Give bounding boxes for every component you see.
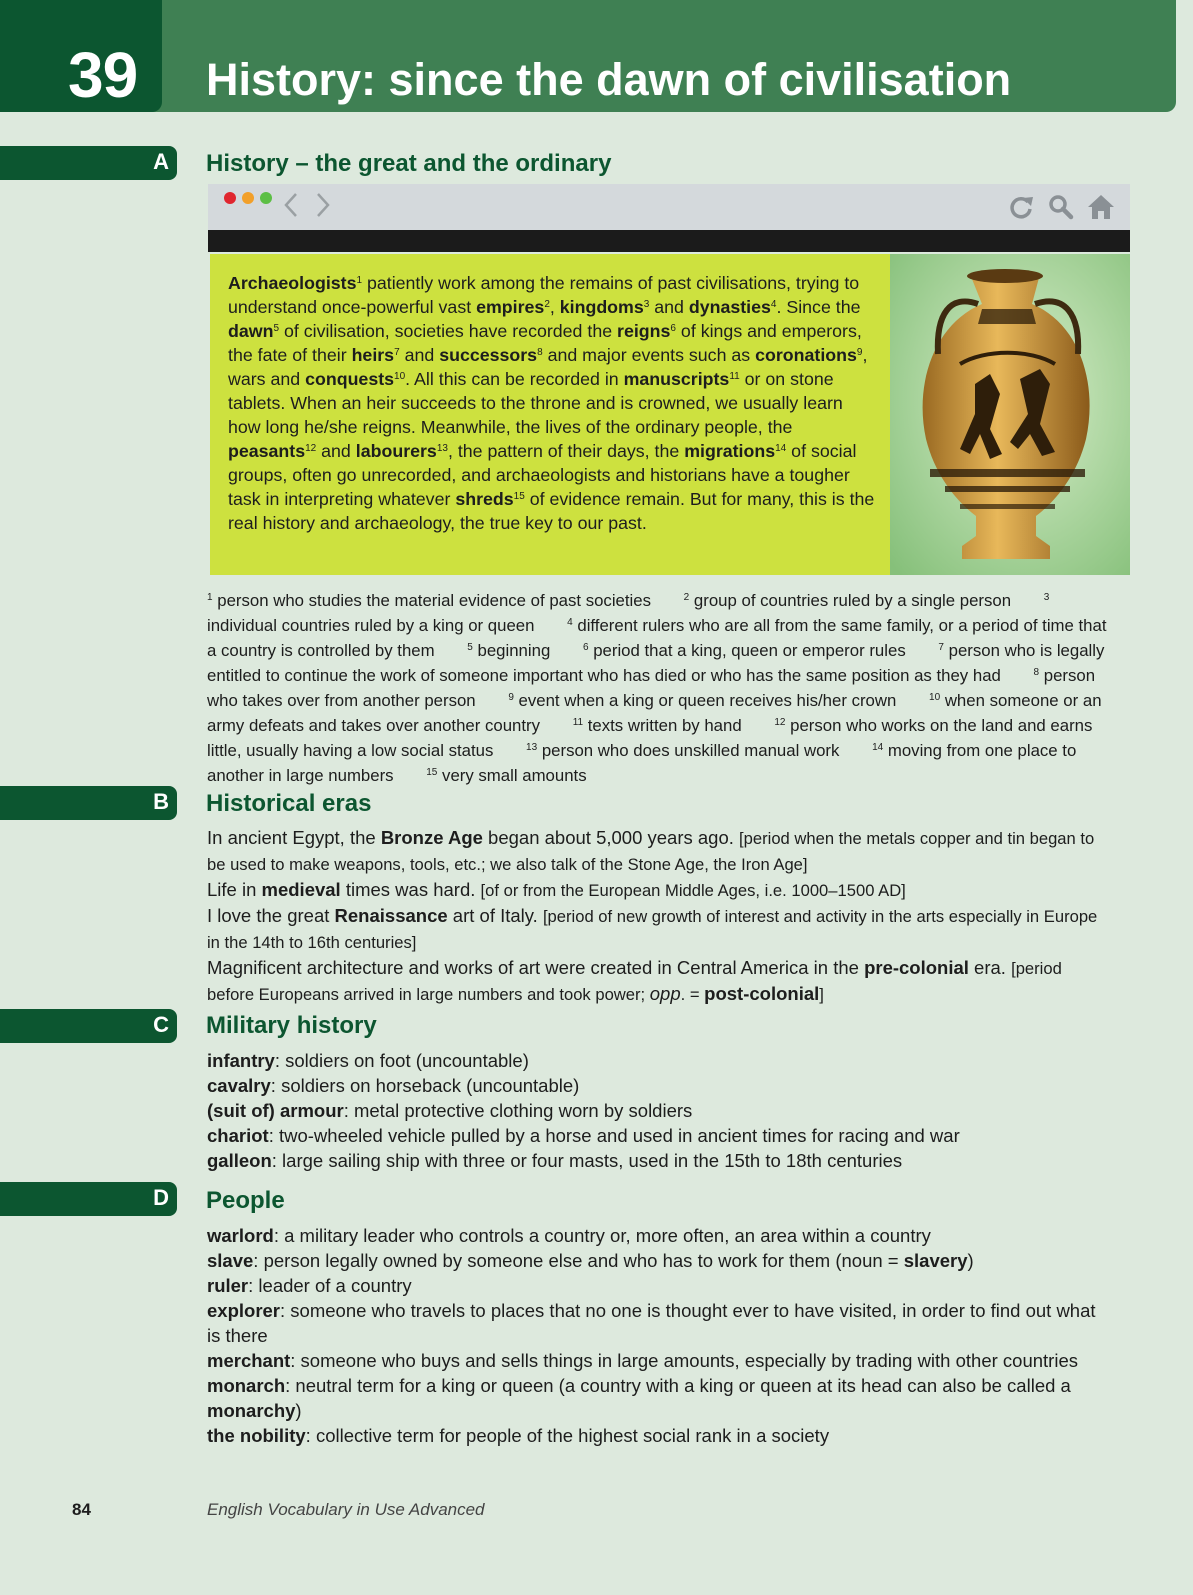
vocab-term: the nobility: [207, 1425, 306, 1446]
section-tab-d: [0, 1182, 177, 1216]
section-heading-d: People: [206, 1187, 285, 1214]
glossary-item: [426, 766, 586, 785]
vocab-term: successors: [439, 345, 538, 365]
vocab-term: medieval: [261, 879, 341, 900]
glossary-number: 9: [508, 692, 514, 703]
unit-number: 39: [68, 39, 138, 111]
vocab-term: kingdoms: [559, 297, 644, 317]
back-chevron-icon[interactable]: [280, 190, 302, 220]
glossary-definition: moving from one place to another in large numbers: [207, 741, 1077, 785]
vocab-term: explorer: [207, 1300, 281, 1321]
vocab-term: dawn: [228, 321, 274, 341]
glossary-number: 13: [526, 742, 538, 753]
text-run: of social groups, often go unrecorded, and archaeologists and historians have a tougher task in interpreting whatever: [228, 441, 857, 509]
glossary-definition: different rulers who are all from the same family, or a period of time that a country is controlled by them: [207, 616, 1107, 660]
vocab-term: ruler: [207, 1275, 249, 1296]
glossary-definition: when someone or an army defeats and takes over another country: [207, 691, 1102, 735]
glossary-number: 6: [582, 642, 589, 653]
vocab-term: migrations: [684, 441, 776, 461]
definition-note: [of or from the European Middle Ages, i.e. 1000–1500 AD]: [480, 881, 906, 900]
text-run: Life in: [207, 879, 262, 900]
vocab-term: chariot: [207, 1125, 269, 1146]
entry-line: [207, 1248, 1107, 1273]
vocab-term: cavalry: [207, 1075, 271, 1096]
entry-line: [207, 1423, 1107, 1448]
glossary-number: 15: [426, 767, 438, 778]
text-run: : large sailing ship with three or four masts, used in the 15th to 18th centuries: [271, 1150, 903, 1171]
vocab-term: post-colonial: [704, 983, 820, 1004]
vocab-term: peasants: [228, 441, 306, 461]
glossary-definition: person who does unskilled manual work: [541, 741, 840, 760]
definition-note: . =: [680, 985, 705, 1004]
search-icon[interactable]: [1046, 192, 1076, 222]
section-heading-c: Military history: [206, 1012, 377, 1039]
entry-line: [207, 1123, 1107, 1148]
text-run: and: [316, 441, 356, 461]
vocab-term: conquests: [305, 369, 395, 389]
page-number: 84: [72, 1500, 91, 1519]
glossary-definition: beginning: [477, 641, 551, 660]
vocab-term: manuscripts: [623, 369, 730, 389]
vocab-term: reigns: [617, 321, 671, 341]
text-run: began about 5,000 years ago.: [482, 827, 740, 848]
home-icon[interactable]: [1086, 192, 1116, 222]
passage-panel: [210, 254, 890, 575]
definition-note: [period of new growth of interest and activity in the arts especially in Europe in the 14th to 16th centuries]: [207, 907, 1098, 952]
glossary-number: 8: [1033, 667, 1040, 678]
text-run: times was hard.: [340, 879, 481, 900]
entry-line: [207, 1373, 1107, 1423]
entry-line: [207, 1348, 1107, 1373]
glossary-definition: person who takes over from another person: [207, 666, 1096, 710]
text-run: : metal protective clothing worn by soldiers: [343, 1100, 693, 1121]
glossary-number: 7: [938, 642, 944, 653]
glossary: [207, 588, 1107, 788]
people-list: [207, 1223, 1107, 1448]
vocab-term: (suit of) armour: [207, 1100, 344, 1121]
footnote-marker: 9: [856, 347, 863, 358]
glossary-item: [207, 591, 651, 610]
glossary-number: 2: [683, 592, 690, 603]
maximize-dot-icon[interactable]: [260, 192, 272, 204]
text-run: . All this can be recorded in: [405, 369, 624, 389]
text-run: of civilisation, societies have recorded the: [279, 321, 618, 341]
glossary-item: [526, 741, 839, 760]
definition-note: [period before Europeans arrived in large numbers and took power;: [207, 959, 1062, 1004]
text-run: . Since the: [776, 297, 861, 317]
text-run: : two-wheeled vehicle pulled by a horse and used in ancient times for racing and war: [268, 1125, 960, 1146]
glossary-number: 12: [774, 717, 786, 728]
vocab-term: slave: [207, 1250, 254, 1271]
footnote-marker: 7: [394, 347, 400, 358]
browser-address-bar: [208, 230, 1130, 252]
text-run: : leader of a country: [248, 1275, 412, 1296]
vocab-term: merchant: [207, 1350, 291, 1371]
entry-line: [207, 1298, 1107, 1348]
text-run: Magnificent architecture and works of art were created in Central America in the: [207, 957, 865, 978]
section-letter: B: [153, 789, 169, 814]
entry-line: [207, 825, 1107, 877]
footnote-marker: 12: [305, 443, 317, 454]
text-run: , the pattern of their days, the: [447, 441, 685, 461]
text-run: of kings and emperors, the fate of their: [228, 321, 862, 365]
glossary-item: [508, 691, 896, 710]
italic-abbreviation: opp: [649, 983, 681, 1004]
footnote-marker: 11: [729, 371, 740, 382]
text-run: of evidence remain. But for many, this is the real history and archaeology, the true key to our past.: [228, 489, 875, 533]
historical-eras-list: [207, 825, 1107, 1007]
entry-line: [207, 1098, 1107, 1123]
text-run: : someone who buys and sells things in large amounts, especially by trading with other countries: [290, 1350, 1078, 1371]
entry-line: [207, 1223, 1107, 1248]
vocab-term: labourers: [355, 441, 437, 461]
text-run: : collective term for people of the highest social rank in a society: [305, 1425, 830, 1446]
text-run: In ancient Egypt, the: [207, 827, 381, 848]
glossary-definition: very small amounts: [442, 766, 587, 785]
vocab-term: coronations: [755, 345, 857, 365]
text-run: ): [967, 1250, 974, 1271]
entry-line: [207, 1048, 1107, 1073]
text-run: patiently work among the remains of past civilisations, trying to understand once-powerful vast: [228, 273, 860, 317]
refresh-icon[interactable]: [1006, 192, 1036, 222]
text-run: : neutral term for a king or queen (a country with a king or queen at its head can also be called a: [285, 1375, 1071, 1396]
browser-frame: [208, 184, 1130, 577]
text-run: ): [295, 1400, 302, 1421]
vocab-term: dynasties: [688, 297, 771, 317]
text-run: or on stone tablets. When an heir succeeds to the throne and is crowned, we usually learn how long he/she reigns. Meanwhile, the lives of the ordinary people, the: [228, 369, 843, 437]
section-letter: A: [153, 149, 169, 174]
book-title: English Vocabulary in Use Advanced: [207, 1500, 485, 1519]
text-run: and: [399, 345, 440, 365]
definition-note: ]: [819, 985, 824, 1004]
text-run: era.: [968, 957, 1012, 978]
vocab-term: empires: [476, 297, 545, 317]
glossary-item: [684, 591, 1011, 610]
glossary-number: 11: [572, 717, 584, 728]
text-run: : someone who travels to places that no one is thought ever to have visited, in order to find out what is there: [207, 1300, 1096, 1346]
section-heading-a: History – the great and the ordinary: [206, 150, 612, 177]
glossary-definition: event when a king or queen receives his/her crown: [518, 691, 897, 710]
section-letter: D: [153, 1185, 169, 1210]
vocab-term: pre-colonial: [864, 957, 969, 978]
vocab-term: Archaeologists: [228, 273, 357, 293]
footnote-marker: 4: [770, 299, 777, 310]
footnote-marker: 14: [775, 443, 787, 454]
definition-note: [period when the metals copper and tin began to be used to make weapons, tools, etc.; we also talk of the Stone Age, the Iron Age]: [207, 829, 1095, 874]
close-dot-icon[interactable]: [224, 192, 236, 204]
glossary-definition: texts written by hand: [587, 716, 742, 735]
entry-line: [207, 903, 1107, 955]
text-run: : soldiers on horseback (uncountable): [270, 1075, 580, 1096]
entry-line: [207, 955, 1107, 1007]
glossary-number: 4: [567, 617, 573, 628]
vocab-term: heirs: [351, 345, 395, 365]
glossary-definition: individual countries ruled by a king or queen: [207, 616, 535, 635]
footnote-marker: 13: [436, 443, 448, 454]
footnote-marker: 5: [273, 323, 280, 334]
glossary-number: 14: [872, 742, 884, 753]
section-tab-b: [0, 786, 177, 820]
text-run: : a military leader who controls a country or, more often, an area within a country: [273, 1225, 931, 1246]
vocab-term: infantry: [207, 1050, 275, 1071]
footnote-marker: 3: [643, 299, 650, 310]
glossary-number: 1: [207, 592, 213, 603]
glossary-number: 5: [467, 642, 473, 653]
footnote-marker: 2: [544, 299, 550, 310]
vocab-term: Renaissance: [334, 905, 448, 926]
text-run: art of Italy.: [447, 905, 543, 926]
glossary-item: [467, 641, 550, 660]
forward-chevron-icon[interactable]: [312, 190, 334, 220]
entry-line: [207, 877, 1107, 903]
glossary-definition: period that a king, queen or emperor rules: [593, 641, 906, 660]
section-heading-b: Historical eras: [206, 790, 372, 817]
minimize-dot-icon[interactable]: [242, 192, 254, 204]
vocab-term: warlord: [207, 1225, 274, 1246]
glossary-definition: person who works on the land and earns little, usually having a low social status: [207, 716, 1093, 760]
glossary-item: [573, 716, 742, 735]
unit-title: History: since the dawn of civilisation: [206, 54, 1012, 105]
text-run: : soldiers on foot (uncountable): [274, 1050, 529, 1071]
footnote-marker: 10: [394, 371, 406, 382]
footnote-marker: 6: [670, 323, 676, 334]
text-run: and major events such as: [542, 345, 756, 365]
footnote-marker: 1: [356, 275, 363, 286]
glossary-number: 3: [1043, 592, 1050, 603]
military-history-list: [207, 1048, 1107, 1173]
ancient-vase-image: [890, 254, 1130, 575]
entry-line: [207, 1273, 1107, 1298]
glossary-item: [583, 641, 906, 660]
text-run: , wars and: [228, 345, 868, 389]
footnote-marker: 15: [513, 491, 525, 502]
text-run: ,: [549, 297, 560, 317]
unit-number-box: [0, 0, 162, 112]
text-run: I love the great: [207, 905, 335, 926]
vocab-term: slavery: [903, 1250, 968, 1271]
glossary-definition: person who studies the material evidence of past societies: [217, 591, 651, 610]
entry-line: [207, 1148, 1107, 1173]
text-run: : person legally owned by someone else and who has to work for them (noun =: [253, 1250, 904, 1271]
vocab-term: monarch: [207, 1375, 286, 1396]
entry-line: [207, 1073, 1107, 1098]
section-tab-c: [0, 1009, 177, 1043]
browser-toolbar: [208, 184, 1130, 230]
history-passage: [228, 271, 878, 535]
footnote-marker: 8: [537, 347, 543, 358]
vocab-term: monarchy: [207, 1400, 296, 1421]
section-letter: C: [153, 1012, 169, 1037]
vocab-term: Bronze Age: [380, 827, 483, 848]
glossary-number: 10: [929, 692, 941, 703]
section-tab-a: [0, 146, 177, 180]
glossary-definition: person who is legally entitled to continue the work of someone important who has died or who has the same position as they had: [207, 641, 1105, 685]
glossary-definition: group of countries ruled by a single person: [693, 591, 1012, 610]
vocab-term: shreds: [455, 489, 514, 509]
text-run: and: [649, 297, 689, 317]
vocab-term: galleon: [207, 1150, 272, 1171]
